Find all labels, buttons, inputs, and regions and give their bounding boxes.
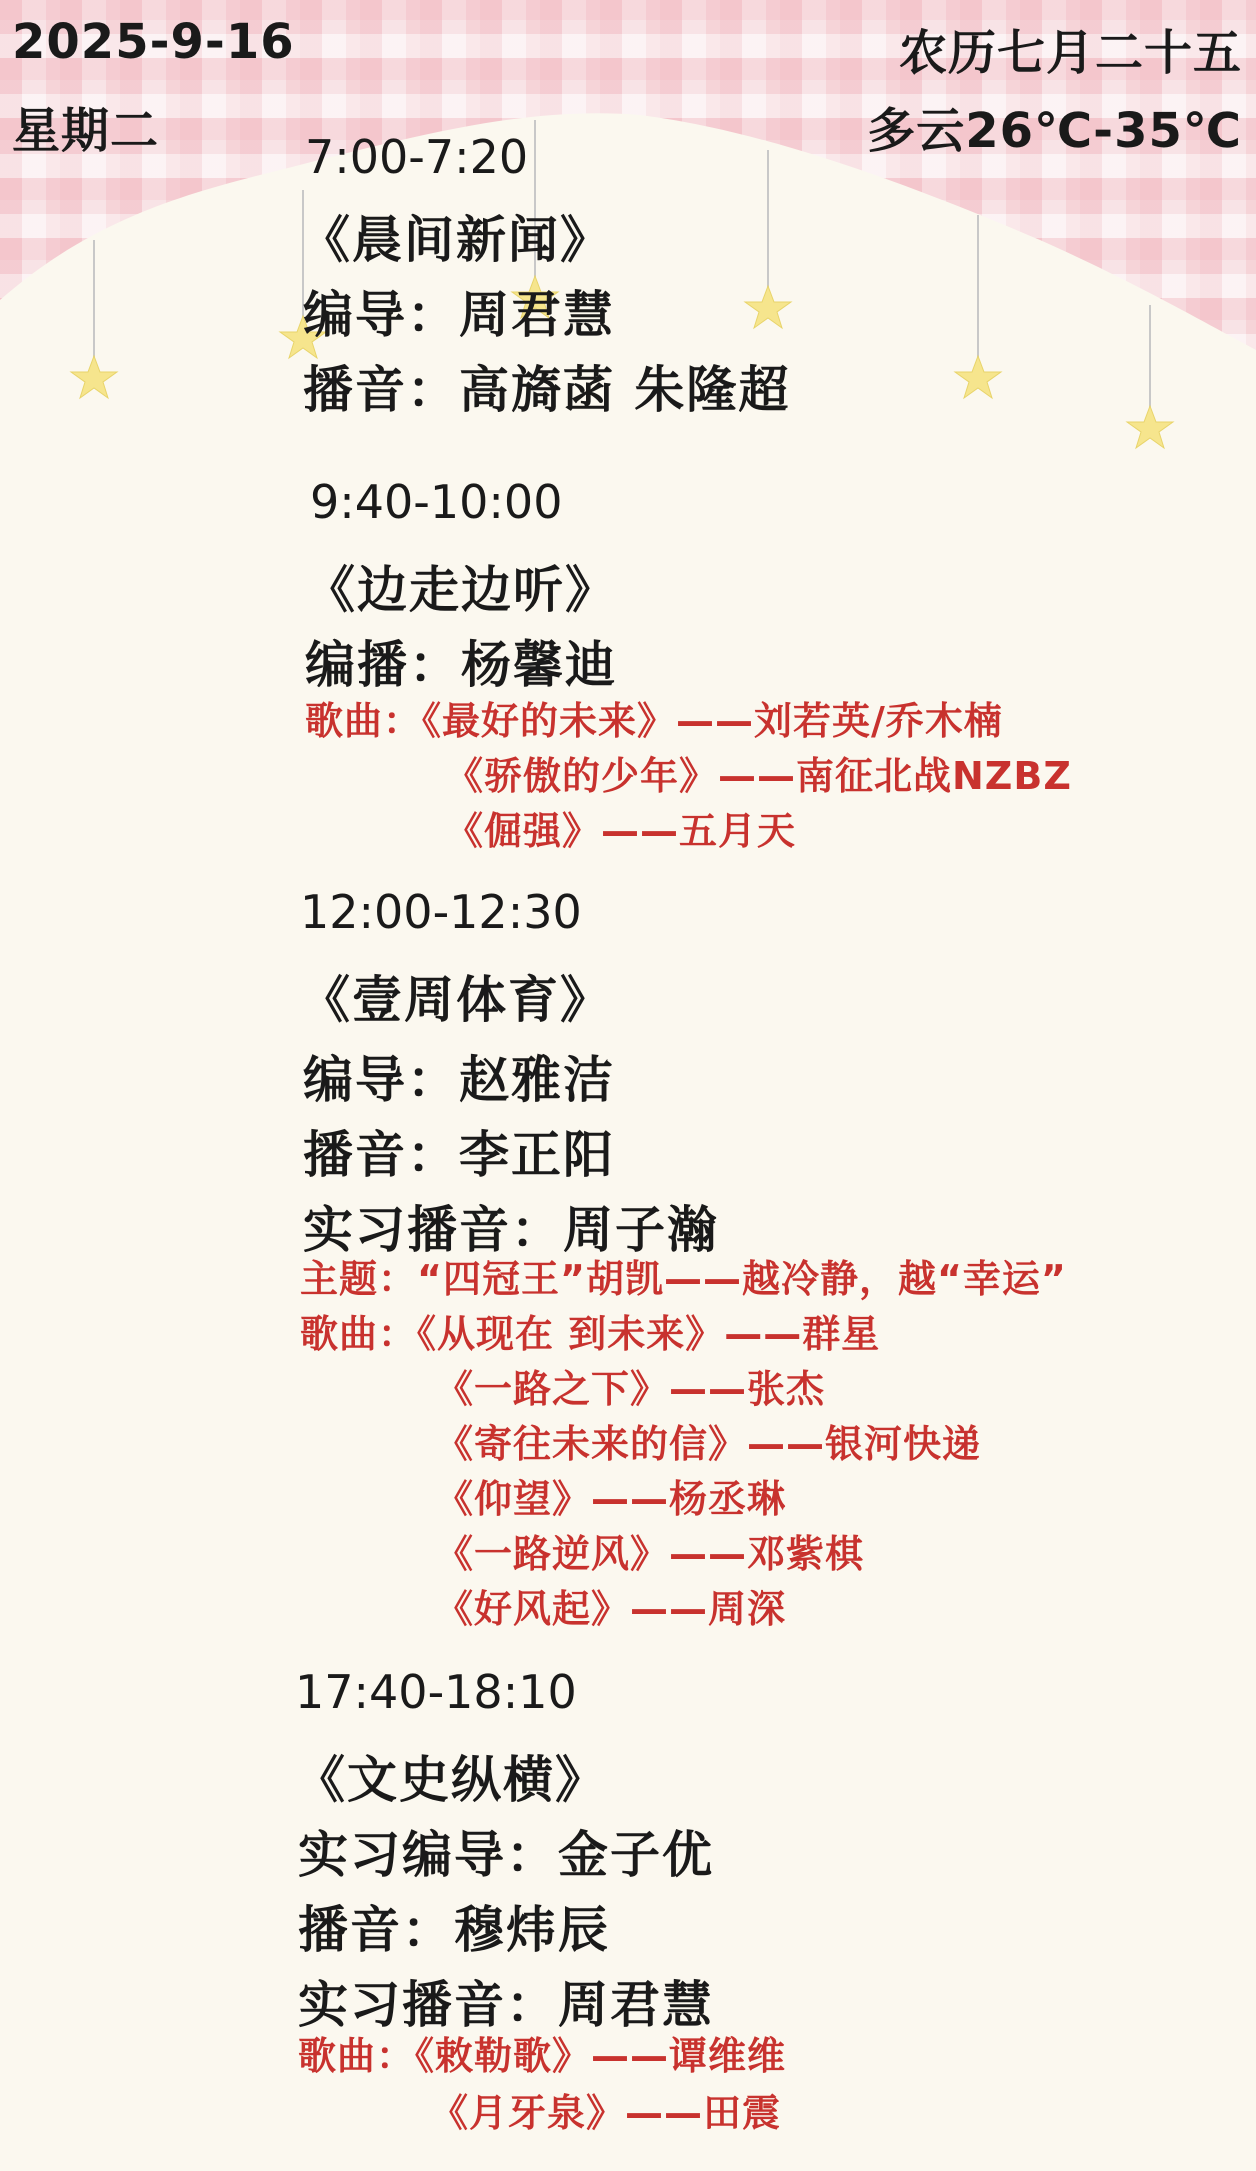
program-title: 《文史纵横》 [295, 1751, 607, 1809]
program-note: 主题：“四冠王”胡凯——越冷静，越“幸运” [300, 1257, 1067, 1301]
program-note: 《一路之下》——张杰 [435, 1367, 826, 1411]
program-time: 12:00-12:30 [300, 885, 582, 939]
program-line: 播音：穆炜辰 [298, 1901, 610, 1959]
lunar-date: 农历七月二十五 [898, 25, 1242, 81]
program-note: 《一路逆风》——邓紫棋 [435, 1532, 865, 1576]
program-note: 《骄傲的少年》——南征北战NZBZ [445, 754, 1072, 798]
program-note: 《仰望》——杨丞琳 [435, 1477, 787, 1521]
program-time: 17:40-18:10 [295, 1665, 577, 1719]
program-note: 《好风起》——周深 [435, 1587, 787, 1631]
program-line: 编导：周君慧 [303, 286, 615, 344]
program-line: 编播：杨馨迪 [305, 636, 617, 694]
program-line: 实习编导：金子优 [298, 1826, 714, 1884]
program-title: 《壹周体育》 [300, 971, 612, 1029]
program-note: 《寄往未来的信》——银河快递 [435, 1422, 982, 1466]
program-note: 歌曲：《最好的未来》——刘若英/乔木楠 [305, 699, 1003, 743]
weekday: 星期二 [12, 103, 160, 159]
program-note: 歌曲：《从现在 到未来》——群星 [300, 1312, 881, 1356]
program-line: 播音：高旖菡 朱隆超 [303, 361, 791, 419]
date: 2025-9-16 [12, 14, 295, 70]
program-title: 《边走边听》 [305, 561, 617, 619]
program-line: 编导：赵雅洁 [303, 1051, 615, 1109]
weather: 多云26℃-35℃ [867, 103, 1242, 159]
program-line: 实习播音：周君慧 [298, 1976, 714, 2034]
program-note: 《倔强》——五月天 [445, 809, 797, 853]
program-note: 《月牙泉》——田震 [430, 2091, 782, 2135]
program-line: 实习播音：周子瀚 [303, 1201, 719, 1259]
program-line: 播音：李正阳 [303, 1126, 615, 1184]
program-time: 7:00-7:20 [305, 130, 529, 184]
program-note: 歌曲：《敕勒歌》——谭维维 [298, 2034, 787, 2078]
cloud-edge [0, 113, 1256, 480]
program-time: 9:40-10:00 [310, 475, 563, 529]
program-title: 《晨间新闻》 [300, 211, 612, 269]
